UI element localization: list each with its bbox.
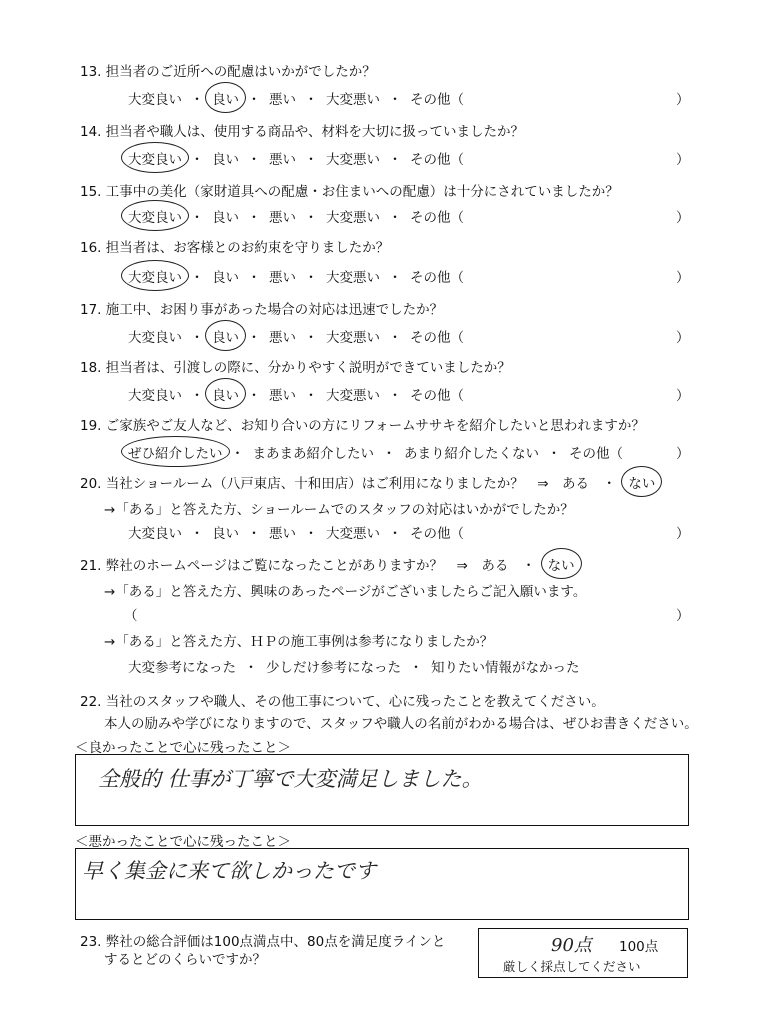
q14-other[interactable]: その他（ [410,152,464,168]
q16-close-paren: ） [676,270,690,286]
bad-memory-handwriting: 早く集金に来て欲しかったです [82,859,376,883]
question-21: 21. 弊社のホームページはご覧になったことがありますか？ ⇒ ある ・ ない [80,554,575,574]
q18-very-bad[interactable]: 大変悪い [326,388,380,404]
q21-close-paren: ） [676,608,690,624]
q17-options: 大変良い ・ 良い ・ 悪い ・ 大変悪い ・ その他（ [128,326,464,346]
answer-circle [121,142,189,173]
good-memory-handwriting: 全般的 仕事が丁寧で大変満足しました。 [98,767,483,791]
good-memory-label: ＜良かったことで心に残ったこと＞ [75,740,291,756]
q16-very-bad[interactable]: 大変悪い [326,270,380,286]
bad-memory-box[interactable] [75,848,689,920]
q20-options: 大変良い ・ 良い ・ 悪い ・ 大変悪い ・ その他（ [128,522,464,542]
q15-bad[interactable]: 悪い [269,210,296,226]
answer-circle [541,548,582,579]
q19-opt-somewhat[interactable]: まあまあ紹介したい [252,446,374,462]
q21-followup-2: →「ある」と答えた方、ＨＰの施工事例は参考になりましたか？ [104,634,494,650]
q13-good[interactable]: 良い [212,88,239,108]
q20-close-paren: ） [676,526,690,542]
score-instruction: 厳しく採点してください [503,959,641,974]
q14-very-good[interactable]: 大変良い [128,148,182,168]
q20-very-bad[interactable]: 大変悪い [326,526,380,542]
q13-close-paren: ） [676,92,690,108]
q14-very-bad[interactable]: 大変悪い [326,152,380,168]
bad-memory-label: ＜悪かったことで心に残ったこと＞ [75,834,291,850]
q20-other[interactable]: その他（ [410,526,464,542]
question-13: 13. 担当者のご近所への配慮はいかがでしたか？ [80,64,376,80]
q14-bad[interactable]: 悪い [269,152,296,168]
q22-note: 本人の励みや学びになりますので、スタッフや職人の名前がわかる場合は、ぜひお書きください。 [104,716,698,732]
q15-close-paren: ） [676,210,690,226]
good-memory-box[interactable] [75,754,689,826]
q18-options: 大変良い ・ 良い ・ 悪い ・ 大変悪い ・ その他（ [128,384,464,404]
answer-circle [621,466,662,497]
q21-hp-slightly-helpful[interactable]: 少しだけ参考になった [266,660,401,676]
q13-options: 大変良い ・ 良い ・ 悪い ・ 大変悪い ・ その他（ [128,88,464,108]
answer-circle [205,82,246,113]
q19-opt-definitely[interactable]: ぜひ紹介したい [128,442,223,462]
q13-bad[interactable]: 悪い [269,92,296,108]
q21-followup-1: →「ある」と答えた方、興味のあったページがございましたらご記入願います。 [104,584,587,600]
q18-very-good[interactable]: 大変良い [128,388,182,404]
q14-options: 大変良い ・ 良い ・ 悪い ・ 大変悪い ・ その他（ [128,148,464,168]
q16-very-good[interactable]: 大変良い [128,266,182,286]
q19-options: ぜひ紹介したい ・ まあまあ紹介したい ・ あまり紹介したくない ・ その他（ [128,442,623,462]
q17-bad[interactable]: 悪い [269,330,296,346]
answer-circle [121,260,189,291]
question-23: 23. 弊社の総合評価は100点満点中、80点を満足度ラインと [80,934,446,950]
q19-close-paren: ） [676,446,690,462]
q15-very-good[interactable]: 大変良い [128,206,182,226]
q21-hp-not-helpful[interactable]: 知りたい情報がなかった [431,660,580,676]
q15-other[interactable]: その他（ [410,210,464,226]
q17-very-good[interactable]: 大変良い [128,330,182,346]
q16-bad[interactable]: 悪い [269,270,296,286]
q17-other[interactable]: その他（ [410,330,464,346]
q13-other[interactable]: その他（ [410,92,464,108]
q23-line-2: するとどのくらいですか？ [104,952,266,968]
q18-close-paren: ） [676,388,690,404]
q15-good[interactable]: 良い [212,210,239,226]
question-16: 16. 担当者は、お客様とのお約束を守りましたか？ [80,240,390,256]
q21-no[interactable]: ない [548,554,575,574]
question-14: 14. 担当者や職人は、使用する商品や、材料を大切に扱っていましたか？ [80,124,525,140]
q14-good[interactable]: 良い [212,152,239,168]
score-max: 100点 [619,939,659,955]
q19-opt-other[interactable]: その他（ [569,446,623,462]
q19-opt-not-much[interactable]: あまり紹介したくない [404,446,539,462]
question-20: 20. 当社ショールーム（八戸東店、十和田店）はご利用になりましたか？ ⇒ ある ・ ない [80,472,655,492]
answer-circle [205,320,246,351]
q15-options: 大変良い ・ 良い ・ 悪い ・ 大変悪い ・ その他（ [128,206,464,226]
answer-circle [121,436,230,467]
question-18: 18. 担当者は、引渡しの際に、分かりやすく説明ができていましたか？ [80,360,511,376]
answer-circle [121,200,189,231]
q18-good[interactable]: 良い [212,384,239,404]
q17-very-bad[interactable]: 大変悪い [326,330,380,346]
q20-very-good[interactable]: 大変良い [128,526,182,542]
answer-circle [205,378,246,409]
q18-bad[interactable]: 悪い [269,388,296,404]
q13-very-good[interactable]: 大変良い [128,92,182,108]
question-19: 19. ご家族やご友人など、お知り合いの方にリフォームササキを紹介したいと思われますか？ [80,418,645,434]
score-handwriting: 90点 [551,935,592,956]
q21-hp-very-helpful[interactable]: 大変参考になった [128,660,236,676]
q20-followup: →「ある」と答えた方、ショールームでのスタッフの対応はいかがでしたか？ [104,502,574,518]
q20-no[interactable]: ない [628,472,655,492]
q17-close-paren: ） [676,330,690,346]
q16-options: 大変良い ・ 良い ・ 悪い ・ 大変悪い ・ その他（ [128,266,464,286]
score-box[interactable] [478,928,688,978]
q13-very-bad[interactable]: 大変悪い [326,92,380,108]
q20-good[interactable]: 良い [212,526,239,542]
q18-other[interactable]: その他（ [410,388,464,404]
question-22: 22. 当社のスタッフや職人、その他工事について、心に残ったことを教えてください。 [80,694,605,710]
q21-hp-options: 大変参考になった ・ 少しだけ参考になった ・ 知りたい情報がなかった [128,656,580,676]
q16-good[interactable]: 良い [212,270,239,286]
q17-good[interactable]: 良い [212,326,239,346]
q14-close-paren: ） [676,152,690,168]
q15-very-bad[interactable]: 大変悪い [326,210,380,226]
question-15: 15. 工事中の美化（家財道具への配慮・お住まいへの配慮）は十分にされていましたか？ [80,184,619,200]
q16-other[interactable]: その他（ [410,270,464,286]
question-17: 17. 施工中、お困り事があった場合の対応は迅速でしたか？ [80,302,444,318]
q21-open-paren: （ [124,608,138,624]
q20-bad[interactable]: 悪い [269,526,296,542]
